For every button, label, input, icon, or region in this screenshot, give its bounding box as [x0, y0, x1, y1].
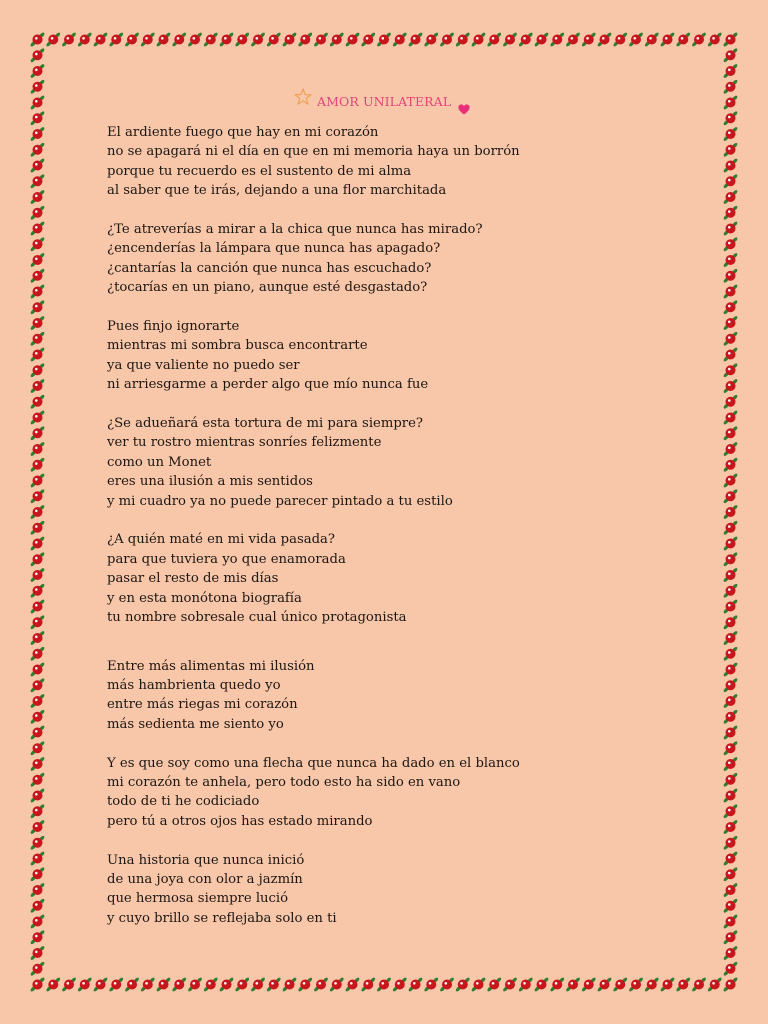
flower-icon: [124, 977, 140, 993]
poem-line: El ardiente fuego que hay en mi corazón: [107, 125, 379, 140]
flower-icon: [565, 32, 581, 48]
flower-icon: [30, 221, 46, 237]
poem-line: que hermosa siempre lució: [107, 891, 289, 907]
flower-icon: [549, 32, 565, 48]
flower-icon: [30, 929, 46, 945]
flower-icon: [30, 646, 46, 662]
flower-icon: [345, 32, 361, 48]
poem-line: para que tuviera yo que enamorada: [107, 551, 346, 567]
flower-icon: [250, 32, 266, 48]
flower-icon: [439, 32, 455, 48]
flower-icon: [723, 551, 739, 567]
flower-icon: [30, 709, 46, 725]
flower-icon: [30, 284, 46, 300]
poem-line: al saber que te irás, dejando a una flor marchitada: [107, 183, 447, 199]
flower-icon: [660, 32, 676, 48]
flower-icon: [30, 299, 46, 315]
poem-line: ¿cantarías la canción que nunca has escuchado?: [107, 260, 432, 276]
poem-line: ¿A quién maté en mi vida pasada?: [107, 532, 335, 548]
flower-icon: [723, 252, 739, 268]
stanza: [107, 414, 707, 511]
flower-icon: [30, 630, 46, 646]
flower-icon: [644, 32, 660, 48]
flower-icon: [723, 457, 739, 473]
flower-icon: [266, 32, 282, 48]
flower-icon: [108, 32, 124, 48]
flower-icon: [30, 740, 46, 756]
flower-icon: [502, 977, 518, 993]
poem-line: porque tu recuerdo es el sustento de mi alma: [107, 163, 412, 179]
flower-icon: [408, 32, 424, 48]
flower-border-left: [29, 31, 46, 993]
flower-icon: [723, 646, 739, 662]
flower-icon: [30, 866, 46, 882]
flower-icon: [30, 315, 46, 331]
flower-icon: [30, 662, 46, 678]
flower-icon: [30, 158, 46, 174]
flower-icon: [565, 977, 581, 993]
flower-icon: [723, 315, 739, 331]
poem-line: más hambrienta quedo yo: [107, 677, 281, 693]
poem-line: y mi cuadro ya no puede parecer pintado a tu estilo: [107, 493, 453, 509]
flower-icon: [313, 32, 329, 48]
flower-icon: [30, 567, 46, 583]
poem-line: más sedienta me siento yo: [107, 716, 284, 732]
stanza: [107, 123, 707, 201]
flower-icon: [628, 977, 644, 993]
flower-icon: [30, 205, 46, 221]
flower-icon: [691, 977, 707, 993]
flower-icon: [171, 977, 187, 993]
flower-icon: [723, 599, 739, 615]
flower-icon: [30, 236, 46, 252]
flower-icon: [30, 47, 46, 63]
flower-icon: [30, 851, 46, 867]
flower-icon: [219, 32, 235, 48]
poem-title: AMOR UNILATERAL: [317, 94, 452, 109]
flower-icon: [30, 189, 46, 205]
stanza: [107, 220, 707, 298]
poem-line: y cuyo brillo se reflejaba solo en ti: [107, 910, 337, 926]
flower-icon: [234, 32, 250, 48]
flower-icon: [723, 693, 739, 709]
flower-icon: [329, 32, 345, 48]
flower-icon: [723, 756, 739, 772]
flower-border-bottom: [29, 976, 739, 993]
flower-icon: [30, 457, 46, 473]
flower-icon: [30, 819, 46, 835]
poem-line: mi corazón te anhela, pero todo esto ha sido en vano: [107, 774, 461, 790]
flower-icon: [156, 977, 172, 993]
poem-line: tu nombre sobresale cual único protagonista: [107, 610, 407, 626]
poem-line: ¿Te atreverías a mirar a la chica que nunca has mirado?: [107, 222, 483, 238]
flower-icon: [30, 536, 46, 552]
poem-line: Una historia que nunca inició: [107, 852, 305, 868]
flower-icon: [61, 32, 77, 48]
flower-icon: [723, 851, 739, 867]
flower-icon: [30, 772, 46, 788]
flower-icon: [30, 410, 46, 426]
poem-line: todo de ti he codiciado: [107, 794, 260, 810]
flower-icon: [455, 32, 471, 48]
flower-icon: [124, 32, 140, 48]
flower-icon: [140, 32, 156, 48]
flower-icon: [723, 866, 739, 882]
flower-icon: [360, 32, 376, 48]
flower-icon: [723, 803, 739, 819]
poem-line: pasar el resto de mis días: [107, 571, 279, 587]
flower-icon: [408, 977, 424, 993]
flower-icon: [502, 32, 518, 48]
title-row: [0, 88, 768, 112]
heart-icon: [458, 100, 470, 111]
flower-icon: [77, 977, 93, 993]
flower-icon: [45, 977, 61, 993]
flower-icon: [30, 268, 46, 284]
flower-icon: [30, 614, 46, 630]
flower-icon: [392, 32, 408, 48]
flower-icon: [534, 32, 550, 48]
flower-icon: [30, 425, 46, 441]
flower-icon: [30, 961, 46, 977]
flower-icon: [723, 268, 739, 284]
flower-icon: [30, 362, 46, 378]
flower-icon: [93, 977, 109, 993]
flower-icon: [30, 142, 46, 158]
flower-icon: [423, 32, 439, 48]
poem-line: como un Monet: [107, 454, 212, 470]
flower-icon: [723, 772, 739, 788]
poem-body: [107, 123, 707, 928]
poem-line: ya que valiente no puedo ser: [107, 357, 300, 373]
flower-icon: [187, 977, 203, 993]
flower-icon: [581, 977, 597, 993]
flower-icon: [723, 473, 739, 489]
poem-line: de una joya con olor a jazmín: [107, 871, 303, 887]
flower-icon: [30, 835, 46, 851]
flower-icon: [30, 520, 46, 536]
flower-icon: [723, 362, 739, 378]
flower-icon: [723, 173, 739, 189]
flower-icon: [723, 488, 739, 504]
flower-icon: [360, 977, 376, 993]
flower-border-right: [722, 31, 739, 993]
flower-icon: [723, 977, 739, 993]
flower-icon: [723, 331, 739, 347]
poem-line: ¿Se adueñará esta tortura de mi para siempre?: [107, 416, 423, 432]
flower-icon: [30, 977, 46, 993]
flower-icon: [723, 410, 739, 426]
flower-icon: [30, 693, 46, 709]
flower-icon: [30, 441, 46, 457]
flower-icon: [30, 347, 46, 363]
flower-icon: [376, 977, 392, 993]
flower-icon: [597, 32, 613, 48]
flower-icon: [30, 583, 46, 599]
poem-line: mientras mi sombra busca encontrarte: [107, 338, 368, 354]
flower-icon: [549, 977, 565, 993]
flower-icon: [723, 221, 739, 237]
flower-icon: [581, 32, 597, 48]
flower-icon: [471, 32, 487, 48]
flower-icon: [723, 740, 739, 756]
flower-icon: [644, 977, 660, 993]
flower-icon: [723, 567, 739, 583]
flower-icon: [628, 32, 644, 48]
flower-icon: [266, 977, 282, 993]
flower-icon: [471, 977, 487, 993]
poem-line: ¿encenderías la lámpara que nunca has apagado?: [107, 241, 441, 257]
flower-icon: [297, 977, 313, 993]
flower-icon: [486, 977, 502, 993]
flower-icon: [30, 788, 46, 804]
flower-icon: [518, 32, 534, 48]
flower-icon: [234, 977, 250, 993]
flower-icon: [723, 520, 739, 536]
flower-icon: [30, 599, 46, 615]
flower-icon: [203, 32, 219, 48]
flower-icon: [723, 583, 739, 599]
flower-icon: [723, 914, 739, 930]
flower-icon: [187, 32, 203, 48]
flower-icon: [345, 977, 361, 993]
flower-icon: [723, 425, 739, 441]
poem-line: ver tu rostro mientras sonríes felizmente: [107, 435, 382, 451]
flower-icon: [30, 914, 46, 930]
flower-icon: [660, 977, 676, 993]
flower-border-top: [29, 31, 739, 48]
flower-icon: [329, 977, 345, 993]
poem-line: y en esta monótona biografía: [107, 590, 302, 606]
flower-icon: [77, 32, 93, 48]
flower-icon: [723, 929, 739, 945]
flower-icon: [392, 977, 408, 993]
flower-icon: [219, 977, 235, 993]
flower-icon: [597, 977, 613, 993]
flower-icon: [313, 977, 329, 993]
flower-icon: [108, 977, 124, 993]
flower-icon: [723, 32, 739, 48]
flower-icon: [93, 32, 109, 48]
poem-line: Entre más alimentas mi ilusión: [107, 658, 315, 674]
flower-icon: [723, 536, 739, 552]
flower-icon: [723, 961, 739, 977]
flower-icon: [675, 977, 691, 993]
flower-icon: [723, 441, 739, 457]
star-icon: [294, 88, 312, 106]
flower-icon: [612, 32, 628, 48]
poem-line: eres una ilusión a mis sentidos: [107, 474, 313, 490]
flower-icon: [723, 614, 739, 630]
flower-icon: [439, 977, 455, 993]
flower-icon: [723, 63, 739, 79]
flower-icon: [203, 977, 219, 993]
flower-icon: [723, 945, 739, 961]
flower-icon: [30, 173, 46, 189]
flower-icon: [30, 331, 46, 347]
flower-icon: [723, 709, 739, 725]
flower-icon: [723, 835, 739, 851]
poem-line: Y es que soy como una flecha que nunca ha dado en el blanco: [107, 755, 520, 771]
flower-icon: [30, 488, 46, 504]
flower-icon: [30, 898, 46, 914]
flower-icon: [518, 977, 534, 993]
flower-icon: [612, 977, 628, 993]
flower-icon: [30, 756, 46, 772]
flower-icon: [723, 158, 739, 174]
flower-icon: [723, 504, 739, 520]
stanza: [107, 317, 707, 395]
flower-icon: [723, 378, 739, 394]
flower-icon: [723, 677, 739, 693]
flower-icon: [534, 977, 550, 993]
flower-icon: [723, 110, 739, 126]
poem-line: entre más riegas mi corazón: [107, 697, 298, 713]
stanza: [107, 754, 707, 832]
flower-icon: [723, 630, 739, 646]
flower-icon: [691, 32, 707, 48]
stanza: [107, 530, 707, 627]
flower-icon: [30, 945, 46, 961]
flower-icon: [30, 126, 46, 142]
poem-line: pero tú a otros ojos has estado mirando: [107, 813, 373, 829]
flower-icon: [723, 725, 739, 741]
flower-icon: [723, 394, 739, 410]
flower-icon: [30, 32, 46, 48]
flower-icon: [282, 32, 298, 48]
flower-icon: [486, 32, 502, 48]
flower-icon: [723, 236, 739, 252]
flower-icon: [723, 126, 739, 142]
flower-icon: [30, 677, 46, 693]
flower-icon: [723, 299, 739, 315]
flower-icon: [675, 32, 691, 48]
poem-line: Pues finjo ignorarte: [107, 319, 240, 335]
flower-icon: [30, 725, 46, 741]
flower-icon: [723, 347, 739, 363]
flower-icon: [723, 788, 739, 804]
flower-icon: [30, 882, 46, 898]
flower-icon: [723, 47, 739, 63]
flower-icon: [30, 803, 46, 819]
flower-icon: [723, 898, 739, 914]
flower-icon: [723, 189, 739, 205]
poem-line: no se apagará ni el día en que en mi memoria haya un borrón: [107, 144, 520, 160]
flower-icon: [45, 32, 61, 48]
flower-icon: [723, 662, 739, 678]
flower-icon: [723, 882, 739, 898]
stanza: [107, 657, 707, 735]
flower-icon: [376, 32, 392, 48]
flower-icon: [156, 32, 172, 48]
flower-icon: [723, 819, 739, 835]
flower-icon: [30, 504, 46, 520]
flower-icon: [423, 977, 439, 993]
stanza: [107, 851, 707, 929]
flower-icon: [30, 394, 46, 410]
flower-icon: [707, 977, 723, 993]
flower-icon: [30, 252, 46, 268]
flower-icon: [297, 32, 313, 48]
flower-icon: [723, 284, 739, 300]
flower-icon: [707, 32, 723, 48]
flower-icon: [30, 378, 46, 394]
poem-line: ni arriesgarme a perder algo que mío nunca fue: [107, 377, 429, 393]
flower-icon: [723, 142, 739, 158]
flower-icon: [171, 32, 187, 48]
flower-icon: [30, 551, 46, 567]
flower-icon: [30, 110, 46, 126]
flower-icon: [455, 977, 471, 993]
flower-icon: [30, 63, 46, 79]
flower-icon: [140, 977, 156, 993]
flower-icon: [61, 977, 77, 993]
flower-icon: [282, 977, 298, 993]
flower-icon: [723, 205, 739, 221]
flower-icon: [250, 977, 266, 993]
poem-line: ¿tocarías en un piano, aunque esté desgastado?: [107, 280, 428, 296]
flower-icon: [30, 473, 46, 489]
